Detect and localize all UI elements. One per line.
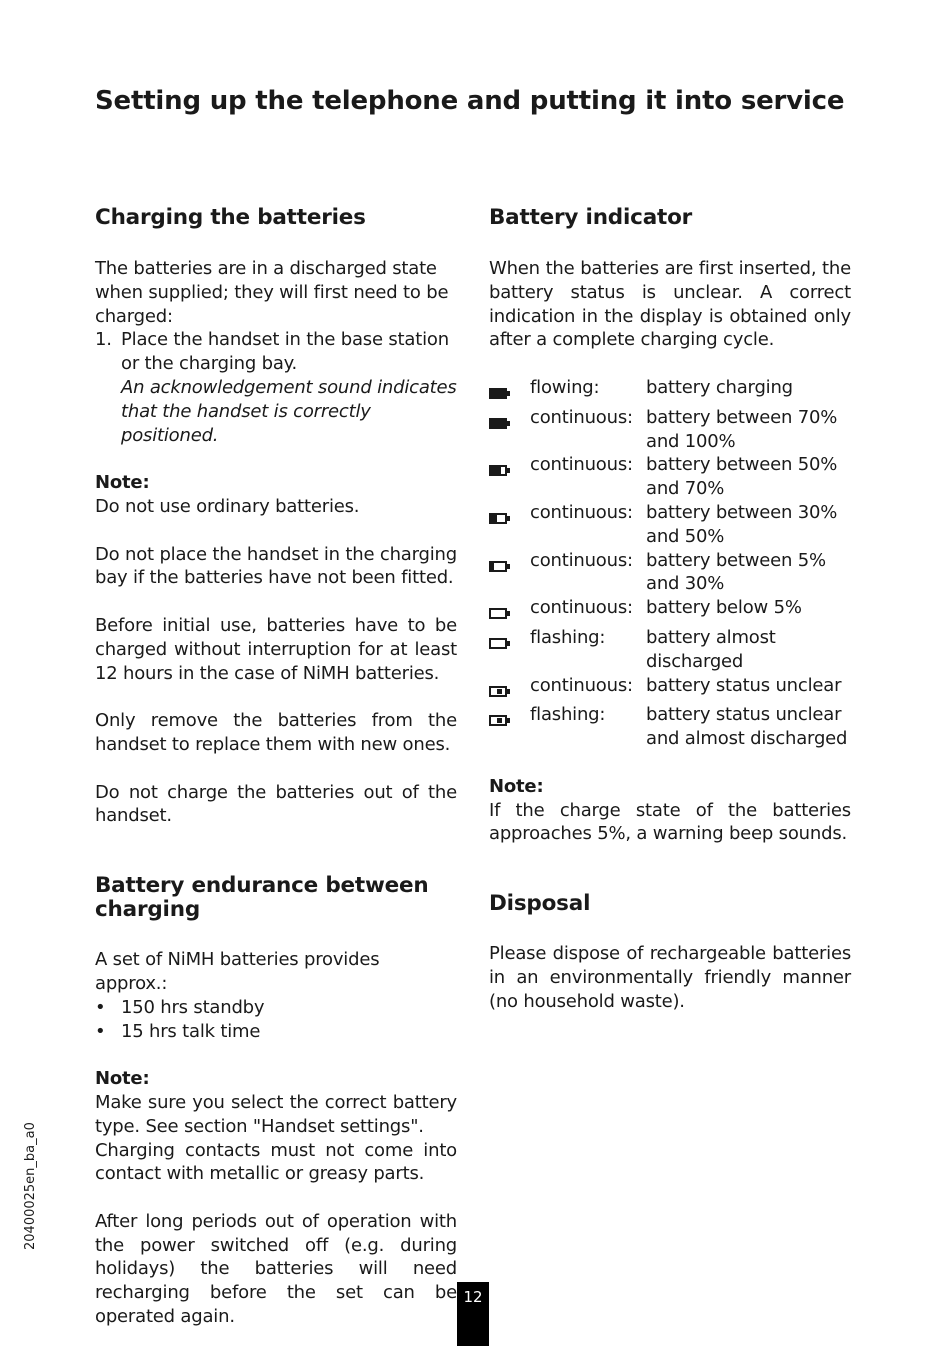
indicator-mode: continuous: — [530, 674, 633, 696]
indicator-note-text: If the charge state of the batteries approaches 5%, a warning beep sounds. — [489, 799, 851, 845]
endurance-heading: Battery endurance between charging — [95, 873, 429, 923]
left-column — [95, 206, 457, 1329]
endurance-note-label: Note: — [95, 1068, 150, 1090]
endurance-note-text-contacts: Charging contacts must not come into contact with metallic or greasy parts. — [95, 1139, 457, 1185]
indicator-intro: When the batteries are first inserted, the battery status is unclear. A correct indication in the display is obtained only after a complete charging cycle. — [489, 258, 851, 351]
indicator-table — [489, 376, 851, 751]
endurance-note-text-type: Make sure you select the correct battery type. See section "Handset settings". — [95, 1091, 457, 1137]
table-row — [489, 406, 851, 454]
indicator-icon-cell — [489, 406, 530, 454]
indicator-mode: continuous: — [530, 501, 633, 523]
indicator-mode: continuous: — [530, 454, 633, 476]
indicator-heading: Battery indicator — [489, 205, 693, 230]
battery-unclear-icon — [489, 686, 509, 697]
list-item-text: 150 hrs standby — [121, 996, 265, 1018]
indicator-icon-cell — [489, 626, 530, 674]
indicator-mode: flowing: — [530, 376, 600, 398]
table-row — [489, 674, 851, 704]
charging-step — [95, 328, 457, 447]
battery-empty-icon — [489, 608, 509, 619]
indicator-mode: flashing: — [530, 626, 606, 648]
indicator-icon-cell — [489, 453, 530, 501]
page-title: Setting up the telephone and putting it into service — [95, 86, 845, 116]
table-row — [489, 596, 851, 626]
indicator-icon-cell — [489, 376, 530, 406]
endurance-intro: A set of NiMH batteries provides approx.: — [95, 949, 380, 994]
battery-high-icon — [489, 465, 509, 476]
charging-para-initial-use: Before initial use, batteries have to be charged without interruption for at least 12 hours in the case of NiMH batteries. — [95, 614, 457, 684]
battery-full-icon — [489, 418, 509, 429]
indicator-icon-cell — [489, 703, 530, 751]
battery-empty-icon — [489, 638, 509, 649]
charging-para-remove: Only remove the batteries from the handset to replace them with new ones. — [95, 710, 457, 755]
charging-para-out-of-handset: Do not charge the batteries out of the handset. — [95, 781, 457, 827]
indicator-icon-cell — [489, 674, 530, 704]
endurance-para: After long periods out of operation with the power switched off (e.g. during holidays) the batteries will need recharging before the set can be operated again. — [95, 1210, 457, 1328]
step-number: 1. — [95, 329, 112, 351]
indicator-mode: flashing: — [530, 704, 606, 726]
indicator-meaning: battery between 50% and 70% — [646, 454, 838, 500]
indicator-icon-cell — [489, 549, 530, 597]
table-row — [489, 703, 851, 751]
table-row — [489, 376, 851, 406]
disposal-heading: Disposal — [489, 891, 591, 917]
charging-heading: Charging the batteries — [95, 205, 366, 230]
indicator-meaning: battery between 5% and 30% — [646, 549, 826, 595]
document-code: 20400025en_ba_a0 — [23, 1122, 38, 1250]
charging-note-label: Note: — [95, 472, 150, 494]
indicator-meaning: battery status unclear — [646, 674, 842, 696]
indicator-meaning: battery status unclear and almost discharged — [646, 704, 848, 750]
charging-note-text: Do not use ordinary batteries. — [95, 495, 360, 517]
indicator-meaning: battery below 5% — [646, 597, 802, 619]
indicator-mode: continuous: — [530, 406, 633, 428]
battery-low-icon — [489, 561, 509, 572]
table-row — [489, 549, 851, 597]
table-row — [489, 453, 851, 501]
bullet-mark: • — [95, 1020, 106, 1042]
battery-medium-icon — [489, 513, 509, 524]
table-row — [489, 501, 851, 549]
right-column — [489, 206, 851, 1014]
list-item — [95, 996, 457, 1020]
list-item — [95, 1020, 457, 1044]
indicator-meaning: battery almost discharged — [646, 626, 776, 672]
bullet-mark: • — [95, 996, 106, 1018]
indicator-mode: continuous: — [530, 549, 633, 571]
indicator-meaning: battery between 30% and 50% — [646, 501, 838, 547]
step-text: Place the handset in the base station or the charging bay. — [121, 329, 449, 375]
page-number: 12 — [457, 1282, 489, 1346]
indicator-icon-cell — [489, 501, 530, 549]
battery-unclear-icon — [489, 715, 509, 726]
battery-charging-icon — [489, 388, 509, 399]
indicator-mode: continuous: — [530, 597, 633, 619]
step-result: An acknowledgement sound indicates that the handset is correctly positioned. — [121, 376, 457, 446]
disposal-text: Please dispose of rechargeable batteries in an environmentally friendly manner (no household waste). — [489, 943, 851, 1012]
indicator-note-label: Note: — [489, 775, 544, 797]
endurance-list — [95, 996, 457, 1044]
indicator-meaning: battery charging — [646, 376, 793, 398]
table-row — [489, 626, 851, 674]
charging-intro: The batteries are in a discharged state when supplied; they will first need to be charged: — [95, 258, 449, 327]
indicator-icon-cell — [489, 596, 530, 626]
list-item-text: 15 hrs talk time — [121, 1020, 261, 1042]
charging-para-fitted: Do not place the handset in the charging bay if the batteries have not been fitted. — [95, 543, 457, 589]
indicator-meaning: battery between 70% and 100% — [646, 406, 838, 452]
